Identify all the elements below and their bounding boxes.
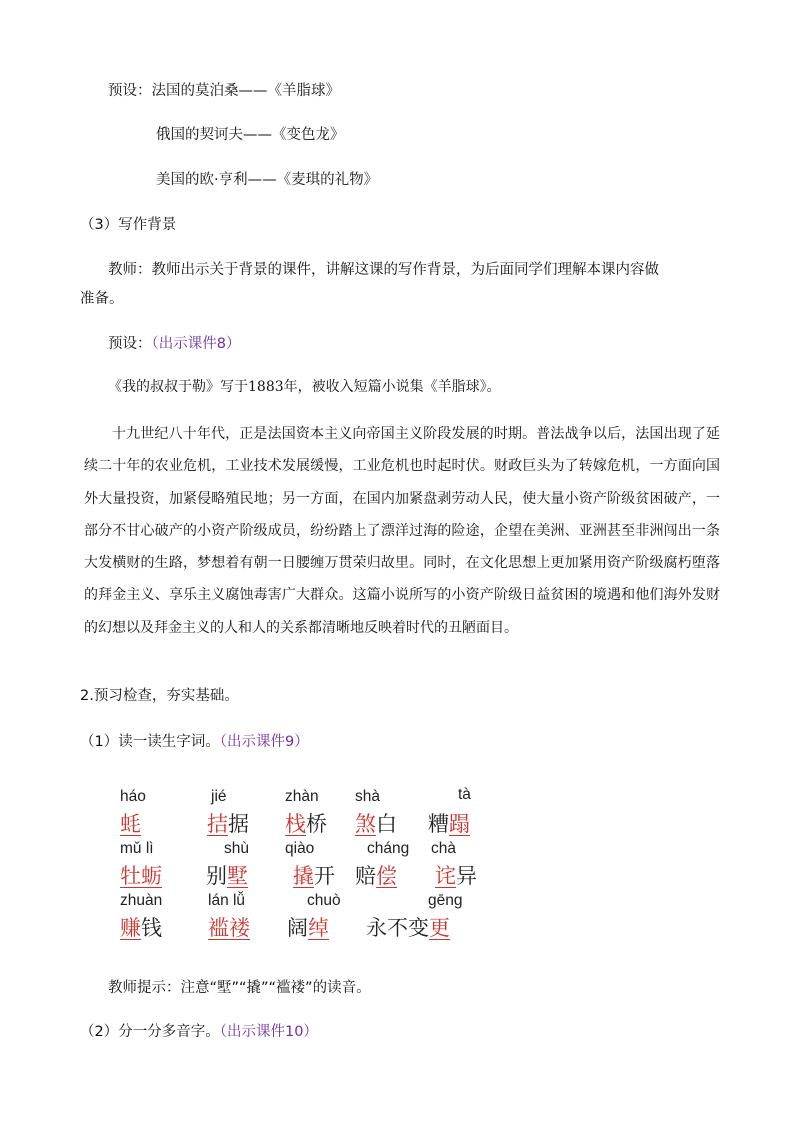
- preset-label: 预设：: [108, 83, 152, 99]
- target-char: 墅: [227, 864, 248, 888]
- historical-background-paragraph: 十九世纪八十年代，正是法国资本主义向帝国主义阶段发展的时期。普法战争以后，法国出现了延续二十年的农业危机，工业技术发展缓慢，工业危机也时起时伏。财政巨头为了转嫁危机，一方面向国外大量投资，加紧侵略殖民地；另一方面，在国内加紧盘剥劳动人民，使大量小资产阶级贫困破产，一部分不甘心破产的小资产阶级成员，纷纷踏上了漂洋过海的险途，企望在美洲、亚洲甚至非洲闯出一条大发横财的生路，梦想着有朝一日腰缠万贯荣归故里。同时，在文化思想上更加紧用资产阶级腐朽堕落的拜金主义、享乐主义腐蚀毒害广大群众。这篇小说所写的小资产阶级日益贫困的境遇和他们海外发财的幻想以及拜金主义的人和人的关系都清晰地反映着时代的丑陋面目。: [84, 426, 720, 636]
- preset-line-1: [108, 81, 340, 101]
- pinyin: qiào: [285, 840, 315, 857]
- chinese-word: 栈桥: [285, 812, 327, 836]
- pinyin: shù: [224, 840, 249, 857]
- preset-author-item: 俄国的契诃夫——《变色龙》: [156, 127, 345, 143]
- pinyin: chuò: [307, 892, 341, 909]
- pinyin: chà: [431, 840, 456, 857]
- pinyin: mǔ lì: [120, 840, 154, 857]
- target-char: 蹋: [449, 812, 470, 836]
- pinyin: háo: [120, 788, 146, 805]
- teacher-instruction-line: 准备。: [80, 291, 124, 307]
- pinyin: cháng: [367, 840, 410, 857]
- target-char: 褴褛: [208, 916, 250, 940]
- slide-reference: （出示课件8）: [151, 336, 241, 352]
- target-char: 煞: [355, 812, 376, 836]
- pinyin: jié: [211, 788, 227, 805]
- pinyin: tà: [458, 786, 471, 803]
- target-char: 绰: [308, 916, 329, 940]
- chinese-word: 别墅: [206, 864, 248, 888]
- slide-reference: （出示课件10）: [219, 1024, 318, 1040]
- chinese-word: 撬开: [293, 864, 335, 888]
- pinyin: zhuàn: [120, 892, 163, 909]
- pinyin: zhàn: [285, 788, 319, 805]
- pinyin: lán lǚ: [208, 892, 246, 909]
- chinese-word: 煞白: [355, 812, 397, 836]
- chinese-word: [208, 912, 250, 942]
- pinyin: gēng: [428, 892, 463, 909]
- target-char: 赚: [120, 916, 141, 940]
- target-char: 拮: [207, 812, 228, 836]
- target-char: 诧: [435, 864, 456, 888]
- teacher-instruction-line: 教师：教师出示关于背景的课件，讲解这课的写作背景，为后面同学们理解本课内容做: [108, 262, 659, 278]
- preset-slide-line: [108, 334, 240, 354]
- target-char: 撬: [293, 864, 314, 888]
- chinese-word: 诧异: [435, 864, 477, 888]
- preset-author-item: 法国的莫泊桑——《羊脂球》: [151, 83, 340, 99]
- chinese-word: [120, 860, 162, 890]
- target-char: 蚝: [120, 812, 141, 836]
- polyphonic-line: [80, 1022, 318, 1042]
- section-heading-writing-background: （3）写作背景: [80, 217, 177, 233]
- chinese-word: 拮据: [207, 812, 249, 836]
- read-words-line: [80, 732, 309, 752]
- read-words-label: （1）读一读生字词。: [80, 734, 220, 750]
- chinese-word: [120, 808, 141, 838]
- target-char: 栈: [285, 812, 306, 836]
- preset-label: 预设：: [108, 336, 152, 352]
- target-char: 更: [429, 916, 450, 940]
- slide-reference: （出示课件9）: [219, 734, 309, 750]
- polyphonic-label: （2）分一分多音字。: [80, 1024, 220, 1040]
- chinese-word: 阔绰: [287, 916, 329, 940]
- chinese-word: 赚钱: [120, 916, 162, 940]
- preset-author-item: 美国的欧·亨利——《麦琪的礼物》: [156, 172, 379, 188]
- chinese-word: 赔偿: [355, 864, 397, 888]
- chinese-word: 永不变更: [366, 916, 450, 940]
- pinyin: shà: [355, 788, 380, 805]
- target-char: 偿: [376, 864, 397, 888]
- story-summary: 《我的叔叔于勒》写于1883年，被收入短篇小说集《羊脂球》。: [108, 379, 501, 395]
- teacher-tip: 教师提示：注意“墅”“撬”“褴褛”的读音。: [108, 980, 371, 996]
- section-heading-preview-check: 2.预习检查，夯实基础。: [80, 688, 239, 704]
- target-char: 牡蛎: [120, 864, 162, 888]
- chinese-word: 糟蹋: [428, 812, 470, 836]
